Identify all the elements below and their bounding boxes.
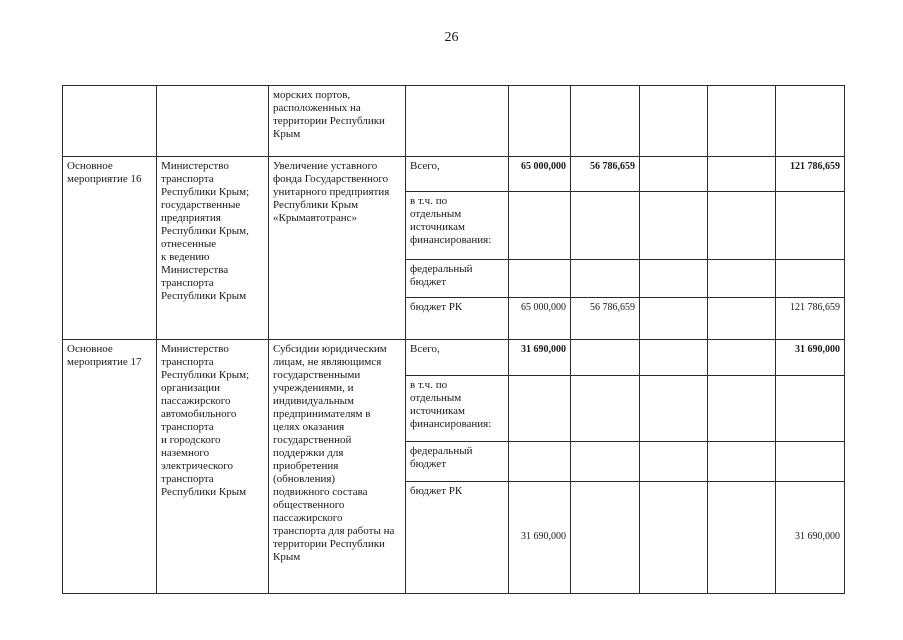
- value-cell: [509, 260, 571, 298]
- source-cell: [406, 86, 509, 157]
- value-cell: [708, 482, 776, 594]
- executor-cell: Министерство транспорта Республики Крым; организации пассажирского автомобильного транспорта и городского наземного электрического транспорта Республики Крым: [157, 340, 269, 594]
- value-cell: [571, 482, 640, 594]
- measure-cell: [63, 86, 157, 157]
- value-cell: [640, 442, 708, 482]
- source-label: бюджет РК: [406, 482, 509, 594]
- value-cell: [509, 376, 571, 442]
- executor-cell: [157, 86, 269, 157]
- value-cell: [571, 192, 640, 260]
- total-cell: 121 786,659: [776, 157, 845, 192]
- value-cell: [708, 298, 776, 340]
- description-cell: Увеличение уставного фонда Государственного унитарного предприятия Республики Крым «Крымавтотранс»: [269, 157, 406, 340]
- value-cell: [640, 260, 708, 298]
- value-cell: [509, 442, 571, 482]
- value-cell: [571, 260, 640, 298]
- value-cell: [708, 86, 776, 157]
- value-cell: [571, 442, 640, 482]
- value-cell: [571, 86, 640, 157]
- value-cell: [640, 157, 708, 192]
- value-cell: [571, 376, 640, 442]
- value-cell: [640, 192, 708, 260]
- value-cell: [708, 192, 776, 260]
- source-label: Всего,: [406, 157, 509, 192]
- value-cell: 31 690,000: [509, 482, 571, 594]
- value-cell: [708, 376, 776, 442]
- value-cell: 56 786,659: [571, 298, 640, 340]
- description-cell: Субсидии юридическим лицам, не являющимся государственными учреждениями, и индивидуальным предпринимателям в целях оказания государственной поддержки для приобретения (обновления) подвижного состава общественного пассажирского транспорта для работы на территории Республики Крым: [269, 340, 406, 594]
- value-cell: 65 000,000: [509, 298, 571, 340]
- value-cell: [509, 86, 571, 157]
- executor-cell: Министерство транспорта Республики Крым; государственные предприятия Республики Крым, отнесенные к ведению Министерства транспорта Республики Крым: [157, 157, 269, 340]
- value-cell: [640, 298, 708, 340]
- description-cell: морских портов, расположенных на территории Республики Крым: [269, 86, 406, 157]
- budget-table: [62, 85, 845, 594]
- measure-cell: Основное мероприятие 17: [63, 340, 157, 594]
- source-label: Всего,: [406, 340, 509, 376]
- source-label: в т.ч. по отдельным источникам финансирования:: [406, 376, 509, 442]
- source-label: федеральный бюджет: [406, 442, 509, 482]
- total-cell: 31 690,000: [776, 340, 845, 376]
- table-row: [63, 86, 845, 157]
- total-cell: [776, 192, 845, 260]
- value-cell: [640, 86, 708, 157]
- total-cell: [776, 376, 845, 442]
- value-cell: 31 690,000: [509, 340, 571, 376]
- source-label: в т.ч. по отдельным источникам финансирования:: [406, 192, 509, 260]
- value-cell: [708, 157, 776, 192]
- source-label: федеральный бюджет: [406, 260, 509, 298]
- value-cell: [571, 340, 640, 376]
- table-row: [63, 340, 845, 376]
- measure-cell: Основное мероприятие 16: [63, 157, 157, 340]
- value-cell: [640, 340, 708, 376]
- value-cell: [776, 86, 845, 157]
- value-cell: [640, 376, 708, 442]
- value-cell: [708, 442, 776, 482]
- value-cell: 56 786,659: [571, 157, 640, 192]
- value-cell: [708, 340, 776, 376]
- total-cell: 31 690,000: [776, 482, 845, 594]
- value-cell: [708, 260, 776, 298]
- page-number: 26: [444, 30, 459, 45]
- value-cell: 65 000,000: [509, 157, 571, 192]
- value-cell: [640, 482, 708, 594]
- source-label: бюджет РК: [406, 298, 509, 340]
- value-cell: [509, 192, 571, 260]
- total-cell: [776, 260, 845, 298]
- table-row: [63, 157, 845, 192]
- total-cell: 121 786,659: [776, 298, 845, 340]
- total-cell: [776, 442, 845, 482]
